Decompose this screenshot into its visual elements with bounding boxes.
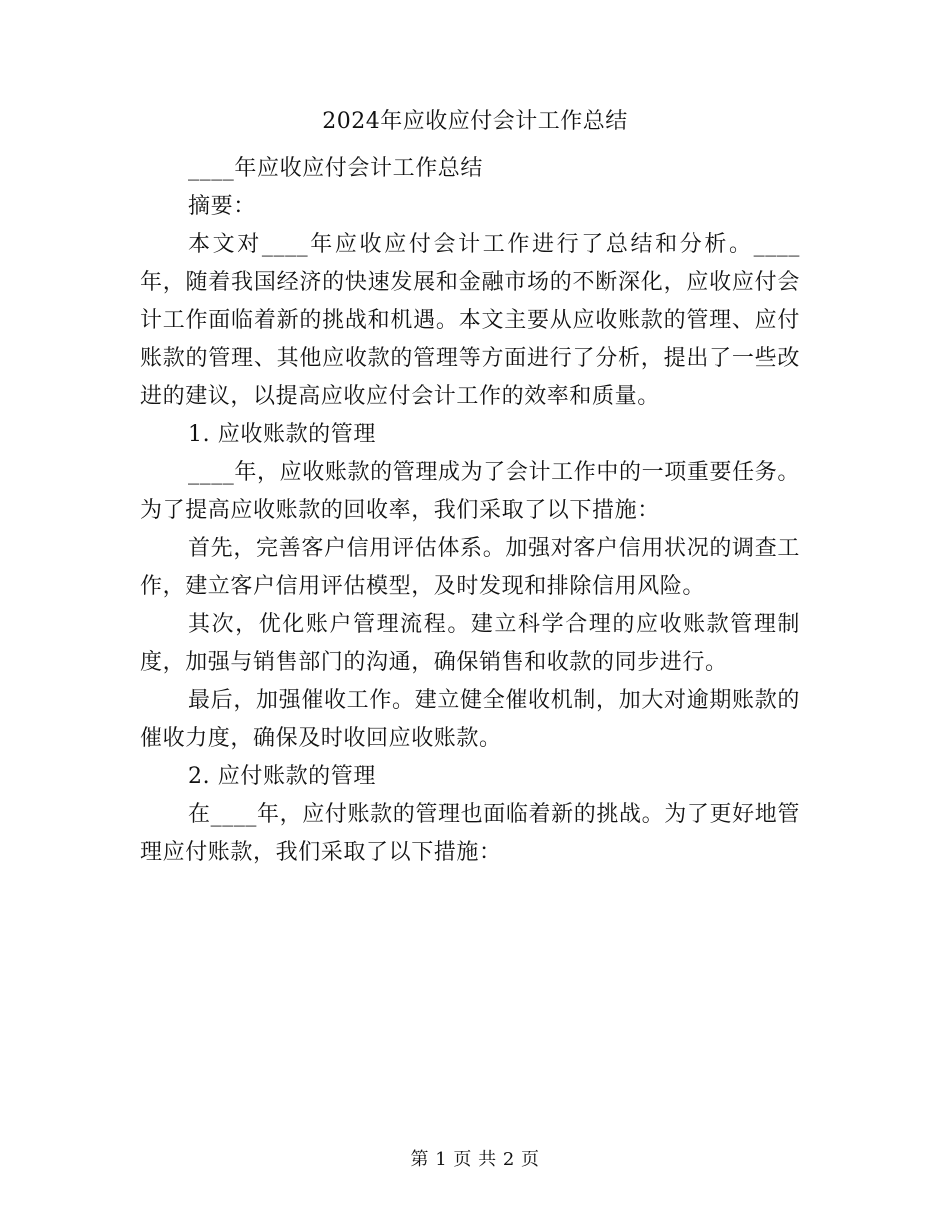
section-1-heading: 1. 应收账款的管理 (188, 422, 376, 447)
document-title: 2024年应收应付会计工作总结 (322, 109, 628, 134)
section-1-measure-1: 首先，完善客户信用评估体系。加强对客户信用状况的调查工作，建立客户信用评估模型，及时发现和排除信用风险。 (140, 536, 800, 599)
abstract-label: 摘要： (188, 194, 256, 219)
document-body (140, 150, 800, 872)
heading-paragraph: ____年应收应付会计工作总结 (188, 156, 484, 181)
section-2-heading: 2. 应付账款的管理 (188, 764, 376, 789)
section-1-measure-3: 最后，加强催收工作。建立健全催收机制，加大对逾期账款的催收力度，确保及时收回应收账款。 (140, 688, 800, 751)
section-2-intro: 在____年，应付账款的管理也面临着新的挑战。为了更好地管理应付账款，我们采取了以下措施： (140, 802, 800, 865)
section-1-measure-2: 其次，优化账户管理流程。建立科学合理的应收账款管理制度，加强与销售部门的沟通，确保销售和收款的同步进行。 (140, 612, 800, 675)
abstract-paragraph: 本文对____年应收应付会计工作进行了总结和分析。____年，随着我国经济的快速发展和金融市场的不断深化，应收应付会计工作面临着新的挑战和机遇。本文主要从应收账款的管理、应付账款的管理、其他应收款的管理等方面进行了分析，提出了一些改进的建议，以提高应收应付会计工作的效率和质量。 (140, 232, 800, 409)
page-footer: 第 1 页 共 2 页 (410, 1149, 540, 1170)
section-1-intro: ____年，应收账款的管理成为了会计工作中的一项重要任务。为了提高应收账款的回收率，我们采取了以下措施： (140, 460, 800, 523)
